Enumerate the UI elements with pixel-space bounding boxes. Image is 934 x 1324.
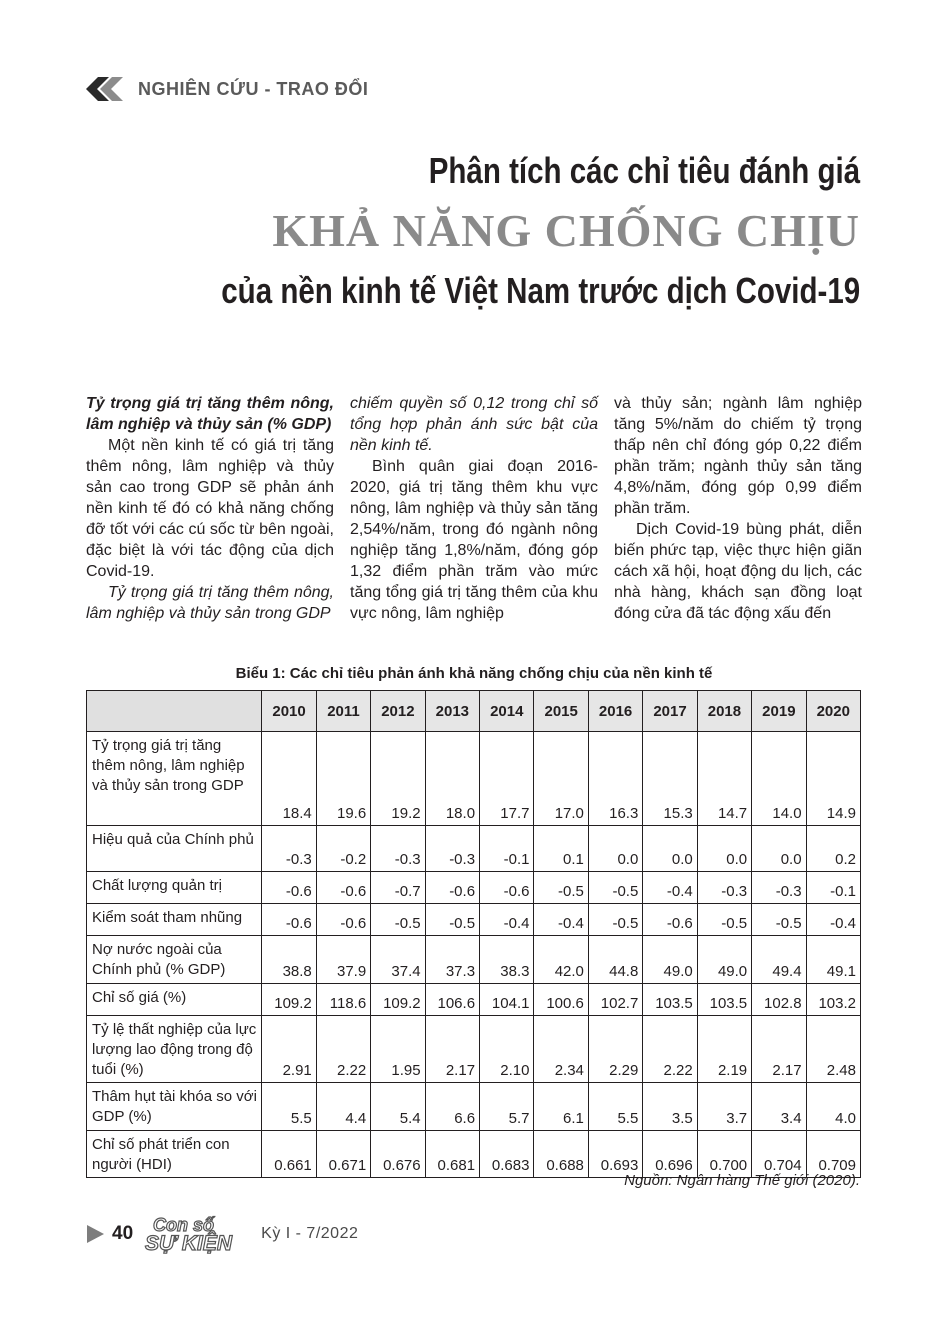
article-title-line-1: Phân tích các chỉ tiêu đánh giá bbox=[428, 150, 860, 191]
table-cell: -0.6 bbox=[262, 904, 316, 936]
table-cell: 0.0 bbox=[752, 826, 806, 872]
table-cell: 0.700 bbox=[697, 1131, 751, 1178]
table-header-row bbox=[87, 691, 861, 732]
table-cell: 106.6 bbox=[425, 984, 479, 1016]
table-cell: 37.3 bbox=[425, 936, 479, 984]
year-header: 2016 bbox=[588, 691, 642, 732]
table-cell: -0.4 bbox=[643, 872, 697, 904]
article-title-line-3: của nền kinh tế Việt Nam trước dịch Covid-19 bbox=[221, 270, 860, 311]
table-cell: 5.4 bbox=[371, 1083, 425, 1131]
indicator-table bbox=[86, 690, 861, 1178]
table-cell: 4.0 bbox=[806, 1083, 860, 1131]
year-header: 2012 bbox=[371, 691, 425, 732]
table-cell: 15.3 bbox=[643, 732, 697, 826]
table-cell: 0.681 bbox=[425, 1131, 479, 1178]
year-header: 2010 bbox=[262, 691, 316, 732]
table-cell: -0.6 bbox=[316, 904, 370, 936]
table-row bbox=[87, 732, 861, 826]
table-cell: -0.4 bbox=[480, 904, 534, 936]
table-cell: -0.5 bbox=[752, 904, 806, 936]
row-label: Chỉ số phát triển con người (HDI) bbox=[87, 1131, 262, 1178]
table-cell: -0.5 bbox=[425, 904, 479, 936]
table-cell: -0.4 bbox=[534, 904, 588, 936]
row-label: Tỷ lệ thất nghiệp của lực lượng lao động trong độ tuổi (%) bbox=[87, 1016, 262, 1083]
section-header bbox=[84, 74, 368, 104]
table-cell: 18.0 bbox=[425, 732, 479, 826]
table-cell: 0.696 bbox=[643, 1131, 697, 1178]
table-cell: 6.1 bbox=[534, 1083, 588, 1131]
table-cell: 2.29 bbox=[588, 1016, 642, 1083]
table-cell: 16.3 bbox=[588, 732, 642, 826]
header-blank-cell bbox=[87, 691, 262, 732]
table-cell: 17.0 bbox=[534, 732, 588, 826]
table-cell: -0.6 bbox=[316, 872, 370, 904]
table-cell: -0.6 bbox=[480, 872, 534, 904]
table-cell: 49.0 bbox=[643, 936, 697, 984]
table-cell: -0.1 bbox=[480, 826, 534, 872]
body-column-1 bbox=[86, 393, 334, 630]
magazine-logo-line-2: SỰ KIỆN bbox=[145, 1232, 233, 1254]
row-label: Kiểm soát tham nhũng bbox=[87, 904, 262, 936]
table-cell: -0.6 bbox=[643, 904, 697, 936]
table-cell: -0.2 bbox=[316, 826, 370, 872]
table-cell: 14.9 bbox=[806, 732, 860, 826]
table-cell: 0.704 bbox=[752, 1131, 806, 1178]
table-cell: 104.1 bbox=[480, 984, 534, 1016]
year-header: 2015 bbox=[534, 691, 588, 732]
year-header: 2020 bbox=[806, 691, 860, 732]
table-cell: 44.8 bbox=[588, 936, 642, 984]
table-body bbox=[87, 732, 861, 1178]
table-row bbox=[87, 1131, 861, 1178]
table-cell: 0.676 bbox=[371, 1131, 425, 1178]
year-header: 2011 bbox=[316, 691, 370, 732]
table-cell: 1.95 bbox=[371, 1016, 425, 1083]
table-cell: -0.5 bbox=[697, 904, 751, 936]
table-cell: 19.2 bbox=[371, 732, 425, 826]
row-label: Thâm hụt tài khóa so với GDP (%) bbox=[87, 1083, 262, 1131]
article-body bbox=[86, 393, 862, 630]
paragraph: Dịch Covid-19 bùng phát, diễn biến phức tạp, việc thực hiện giãn cách xã hội, hoạt động du lịch, các nhà hàng, khách sạn đồng loạt đóng cửa đã tác động xấu đến bbox=[614, 521, 862, 622]
table-cell: 5.5 bbox=[262, 1083, 316, 1131]
table-cell: -0.3 bbox=[371, 826, 425, 872]
table-cell: 4.4 bbox=[316, 1083, 370, 1131]
table-cell: -0.5 bbox=[534, 872, 588, 904]
magazine-logo bbox=[143, 1214, 253, 1254]
table-row bbox=[87, 872, 861, 904]
year-header: 2014 bbox=[480, 691, 534, 732]
table-cell: 49.4 bbox=[752, 936, 806, 984]
table-cell: 118.6 bbox=[316, 984, 370, 1016]
year-header: 2013 bbox=[425, 691, 479, 732]
table-cell: 102.7 bbox=[588, 984, 642, 1016]
table-cell: 5.5 bbox=[588, 1083, 642, 1131]
table-cell: -0.4 bbox=[806, 904, 860, 936]
table-cell: -0.1 bbox=[806, 872, 860, 904]
table-cell: 103.5 bbox=[643, 984, 697, 1016]
table-cell: 0.661 bbox=[262, 1131, 316, 1178]
table-row bbox=[87, 826, 861, 872]
table-cell: 103.5 bbox=[697, 984, 751, 1016]
table-cell: -0.6 bbox=[425, 872, 479, 904]
triangle-arrow-icon bbox=[84, 1223, 106, 1245]
table-cell: -0.5 bbox=[371, 904, 425, 936]
table-row bbox=[87, 1016, 861, 1083]
table-cell: 37.9 bbox=[316, 936, 370, 984]
table-cell: 0.693 bbox=[588, 1131, 642, 1178]
article-title-line-2: KHẢ NĂNG CHỐNG CHỊU bbox=[272, 205, 860, 256]
table-cell: 2.22 bbox=[643, 1016, 697, 1083]
magazine-logo-line-1: Con số bbox=[153, 1215, 215, 1235]
year-header: 2018 bbox=[697, 691, 751, 732]
table-cell: 0.709 bbox=[806, 1131, 860, 1178]
table-cell: 109.2 bbox=[371, 984, 425, 1016]
body-column-2 bbox=[350, 393, 598, 630]
table-caption: Biểu 1: Các chỉ tiêu phản ánh khả năng chống chịu của nền kinh tế bbox=[235, 665, 713, 682]
table-cell: 38.3 bbox=[480, 936, 534, 984]
table-cell: 103.2 bbox=[806, 984, 860, 1016]
table-row bbox=[87, 904, 861, 936]
table-row bbox=[87, 1083, 861, 1131]
table-cell: 0.0 bbox=[588, 826, 642, 872]
table-cell: 2.91 bbox=[262, 1016, 316, 1083]
table-cell: 2.17 bbox=[425, 1016, 479, 1083]
table-cell: -0.3 bbox=[697, 872, 751, 904]
paragraph: chiếm quyền số 0,12 trong chỉ số tổng hợp phản ánh sức bật của nền kinh tế. bbox=[350, 395, 598, 454]
table-cell: 3.5 bbox=[643, 1083, 697, 1131]
year-header: 2019 bbox=[752, 691, 806, 732]
table-cell: 0.1 bbox=[534, 826, 588, 872]
body-column-3 bbox=[614, 393, 862, 630]
table-cell: 17.7 bbox=[480, 732, 534, 826]
table-cell: 0.671 bbox=[316, 1131, 370, 1178]
table-cell: 19.6 bbox=[316, 732, 370, 826]
table-cell: 18.4 bbox=[262, 732, 316, 826]
table-cell: 14.0 bbox=[752, 732, 806, 826]
table-cell: 102.8 bbox=[752, 984, 806, 1016]
table-cell: 0.2 bbox=[806, 826, 860, 872]
year-header: 2017 bbox=[643, 691, 697, 732]
table-cell: 0.0 bbox=[697, 826, 751, 872]
paragraph: Một nền kinh tế có giá trị tăng thêm nông, lâm nghiệp và thủy sản cao trong GDP sẽ phản ánh nền kinh tế đó có khả năng chống đỡ tốt với các cú sốc từ bên ngoài, đặc biệt là với tác động của dịch Covid-19. bbox=[86, 437, 334, 580]
page-number: 40 bbox=[112, 1223, 134, 1244]
table-cell: -0.3 bbox=[425, 826, 479, 872]
table-cell: 2.19 bbox=[697, 1016, 751, 1083]
table-cell: -0.7 bbox=[371, 872, 425, 904]
paragraph: Tỷ trọng giá trị tăng thêm nông, lâm nghiệp và thủy sản trong GDP bbox=[86, 584, 334, 622]
table-cell: 2.34 bbox=[534, 1016, 588, 1083]
row-label: Chất lượng quản trị bbox=[87, 872, 262, 904]
table-cell: 49.1 bbox=[806, 936, 860, 984]
row-label: Tỷ trọng giá trị tăng thêm nông, lâm nghiệp và thủy sản trong GDP bbox=[87, 732, 262, 826]
table-cell: 5.7 bbox=[480, 1083, 534, 1131]
paragraph: và thủy sản; ngành lâm nghiệp tăng 5%/năm do chiếm tỷ trọng thấp nên chỉ đóng góp 0,22 điểm phần trăm; ngành thủy sản tăng 4,8%/năm, đóng góp 0,99 điểm phần trăm. bbox=[614, 395, 862, 517]
row-label: Nợ nước ngoài của Chính phủ (% GDP) bbox=[87, 936, 262, 984]
table-cell: 2.17 bbox=[752, 1016, 806, 1083]
page-footer bbox=[84, 1214, 358, 1254]
table-cell: -0.6 bbox=[262, 872, 316, 904]
table-source: Nguồn: Ngân hàng Thế giới (2020). bbox=[624, 1172, 860, 1189]
row-label: Hiệu quả của Chính phủ bbox=[87, 826, 262, 872]
table-cell: 0.683 bbox=[480, 1131, 534, 1178]
table-cell: 0.688 bbox=[534, 1131, 588, 1178]
table-cell: -0.3 bbox=[752, 872, 806, 904]
table-cell: 37.4 bbox=[371, 936, 425, 984]
table-cell: -0.3 bbox=[262, 826, 316, 872]
double-chevron-icon bbox=[84, 76, 130, 102]
table-cell: 6.6 bbox=[425, 1083, 479, 1131]
table-cell: 2.10 bbox=[480, 1016, 534, 1083]
issue-label: Kỳ I - 7/2022 bbox=[261, 1225, 359, 1242]
table-row bbox=[87, 936, 861, 984]
table-cell: 14.7 bbox=[697, 732, 751, 826]
table-cell: 0.0 bbox=[643, 826, 697, 872]
subheading: Tỷ trọng giá trị tăng thêm nông, lâm nghiệp và thủy sản (% GDP) bbox=[86, 395, 334, 433]
table-row bbox=[87, 984, 861, 1016]
table-cell: 2.48 bbox=[806, 1016, 860, 1083]
paragraph: Bình quân giai đoạn 2016-2020, giá trị tăng thêm khu vực nông, lâm nghiệp và thủy sản tăng 2,54%/năm, trong đó ngành nông nghiệp tăng 1,8%/năm, đóng góp 1,32 điểm phần trăm vào mức tăng tổng giá trị tăng thêm của khu vực nông, lâm nghiệp bbox=[350, 458, 598, 622]
table-cell: 3.7 bbox=[697, 1083, 751, 1131]
section-label: NGHIÊN CỨU - TRAO ĐỔI bbox=[138, 78, 369, 99]
table-cell: -0.5 bbox=[588, 872, 642, 904]
table-cell: 38.8 bbox=[262, 936, 316, 984]
table-cell: -0.5 bbox=[588, 904, 642, 936]
table-cell: 42.0 bbox=[534, 936, 588, 984]
table-cell: 3.4 bbox=[752, 1083, 806, 1131]
table-cell: 100.6 bbox=[534, 984, 588, 1016]
table-cell: 2.22 bbox=[316, 1016, 370, 1083]
table-cell: 49.0 bbox=[697, 936, 751, 984]
table-cell: 109.2 bbox=[262, 984, 316, 1016]
row-label: Chỉ số giá (%) bbox=[87, 984, 262, 1016]
